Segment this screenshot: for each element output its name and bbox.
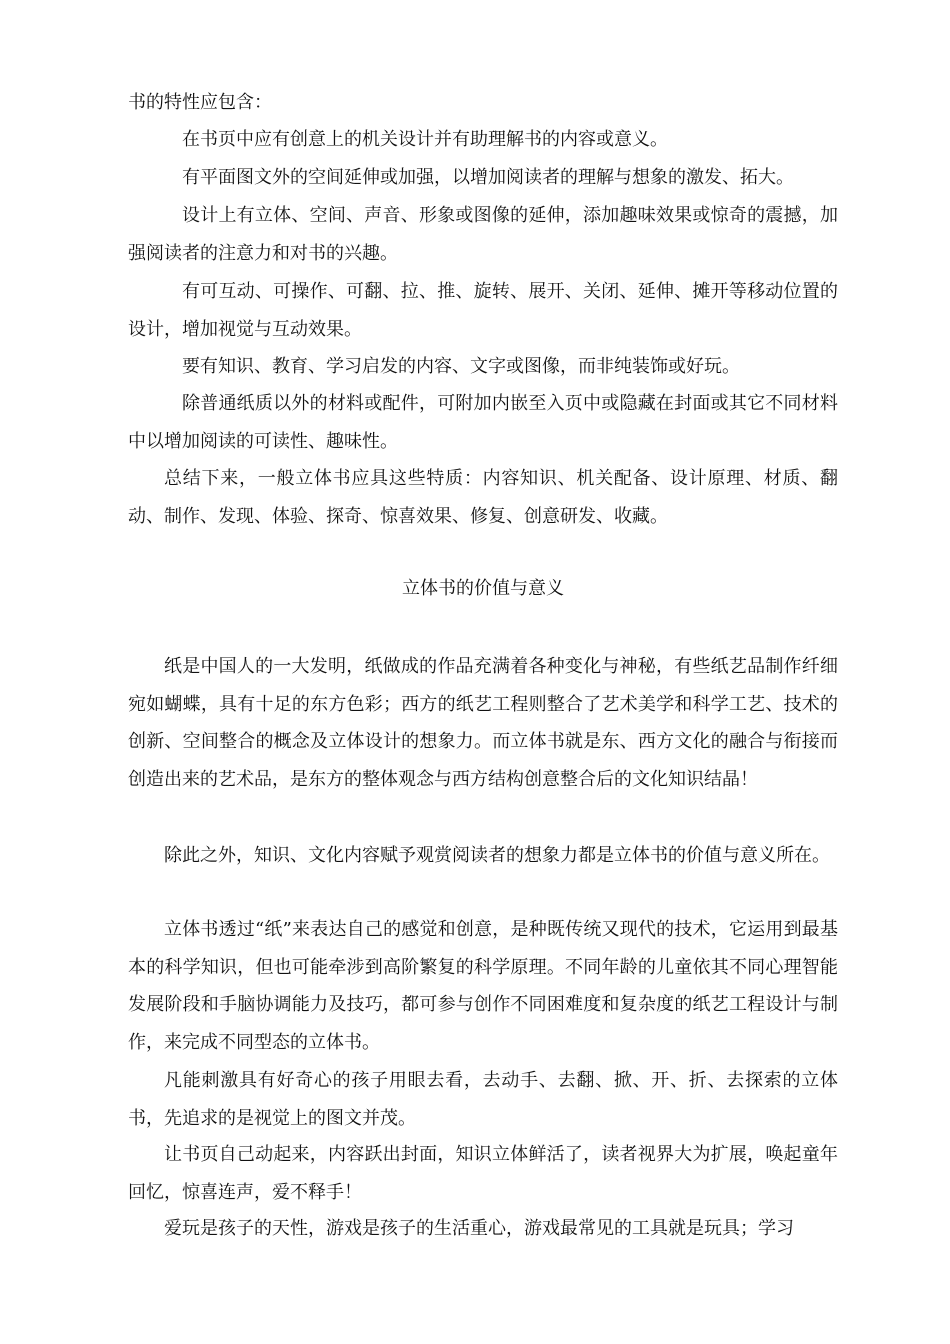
feature-item-5: 要有知识、教育、学习启发的内容、文字或图像，而非纯装饰或好玩。 — [182, 356, 740, 377]
feature-item-4: 有可互动、可操作、可翻、拉、推、旋转、展开、关闭、延伸、摊开等移动位置的设计，增加视觉与互动效果。 — [128, 281, 838, 340]
paragraph-6: 爱玩是孩子的天性，游戏是孩子的生活重心，游戏最常见的工具就是玩具；学习 — [164, 1218, 794, 1239]
feature-item-2: 有平面图文外的空间延伸或加强，以增加阅读者的理解与想象的激发、拓大。 — [182, 167, 794, 188]
paragraph-5: 让书页自己动起来，内容跃出封面，知识立体鲜活了，读者视界大为扩展，唤起童年回忆，惊喜连声，爱不释手！ — [128, 1144, 838, 1203]
section-title: 立体书的价值与意义 — [402, 578, 564, 599]
paragraph-3: 立体书透过“纸”来表达自己的感觉和创意，是种既传统又现代的技术，它运用到最基本的科学知识，但也可能牵涉到高阶繁复的科学原理。不同年龄的儿童依其不同心理智能发展阶段和手脑协调能力及技巧，都可参与创作不同困难度和复杂度的纸艺工程设计与制作，来完成不同型态的立体书。 — [128, 919, 838, 1053]
paragraph-2: 除此之外，知识、文化内容赋予观赏阅读者的想象力都是立体书的价值与意义所在。 — [164, 845, 830, 866]
feature-item-1: 在书页中应有创意上的机关设计并有助理解书的内容或意义。 — [182, 129, 668, 150]
paragraph-1: 纸是中国人的一大发明，纸做成的作品充满着各种变化与神秘，有些纸艺品制作纤细宛如蝴蝶，具有十足的东方色彩；西方的纸艺工程则整合了艺术美学和科学工艺、技术的创新、空间整合的概念及立体设计的想象力。而立体书就是东、西方文化的融合与衔接而创造出来的艺术品，是东方的整体观念与西方结构创意整合后的文化知识结晶！ — [128, 656, 838, 790]
feature-item-3: 设计上有立体、空间、声音、形象或图像的延伸，添加趣味效果或惊奇的震撼，加强阅读者的注意力和对书的兴趣。 — [128, 205, 838, 264]
paragraph-4: 凡能刺激具有好奇心的孩子用眼去看，去动手、去翻、掀、开、折、去探索的立体书，先追求的是视觉上的图文并茂。 — [128, 1070, 838, 1129]
summary-paragraph: 总结下来，一般立体书应具这些特质：内容知识、机关配备、设计原理、材质、翻动、制作、发现、体验、探奇、惊喜效果、修复、创意研发、收藏。 — [128, 468, 838, 527]
section-intro: 书的特性应包含： — [128, 92, 272, 113]
feature-item-6: 除普通纸质以外的材料或配件，可附加内嵌至入页中或隐藏在封面或其它不同材料中以增加阅读的可读性、趣味性。 — [128, 393, 838, 452]
